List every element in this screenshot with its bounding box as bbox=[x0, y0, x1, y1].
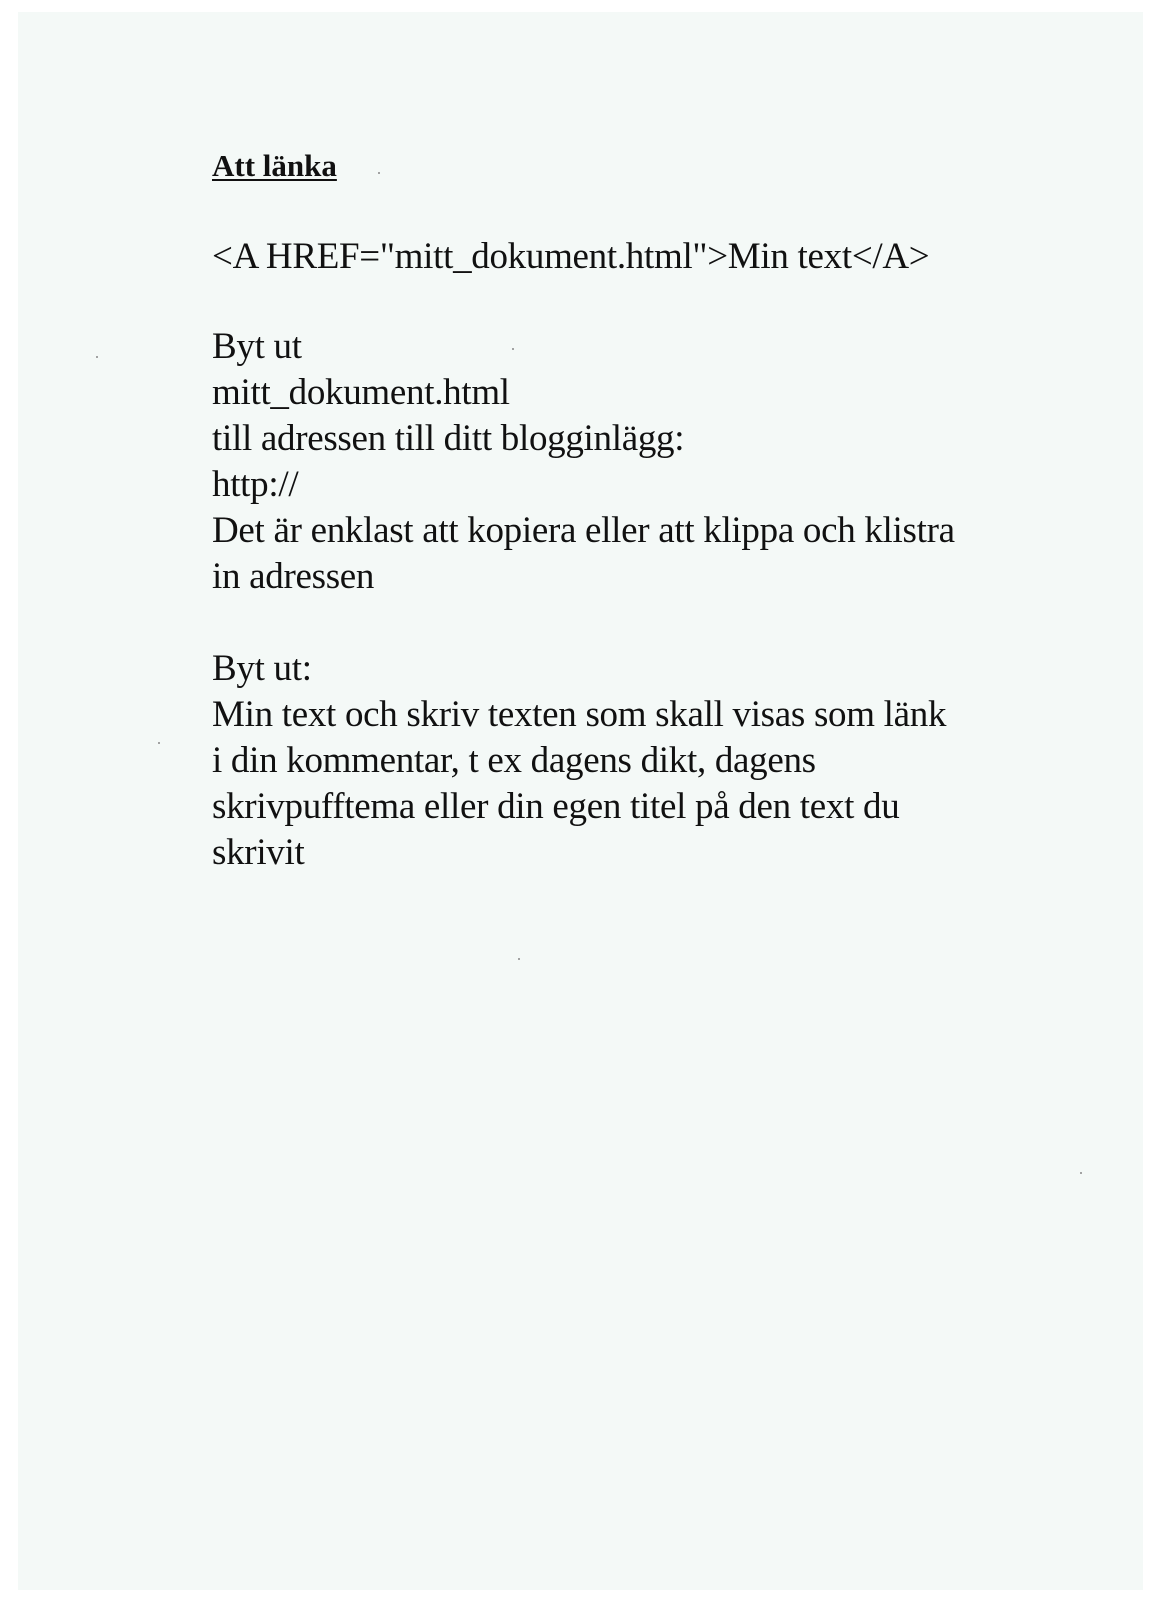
document-body bbox=[212, 146, 1092, 876]
instruction-line: Byt ut: bbox=[212, 648, 312, 689]
scan-edge-bottom bbox=[0, 1590, 1163, 1600]
instruction-line: Min text och skriv texten som skall visas som länk bbox=[212, 694, 947, 735]
instruction-line: Det är enklast att kopiera eller att klippa och klistra bbox=[212, 510, 955, 551]
scan-speck bbox=[518, 958, 520, 960]
instruction-line: mitt_dokument.html bbox=[212, 372, 510, 413]
instruction-line: http:// bbox=[212, 464, 299, 505]
instruction-line: skrivpufftema eller din egen titel på den text du bbox=[212, 786, 900, 827]
instruction-line: Byt ut bbox=[212, 326, 302, 367]
code-example: <A HREF="mitt_dokument.html">Min text</A> bbox=[212, 236, 930, 277]
instruction-line: skrivit bbox=[212, 832, 305, 873]
instruction-block-2 bbox=[212, 646, 1092, 876]
scan-speck bbox=[96, 356, 98, 358]
scan-edge-left bbox=[0, 0, 18, 1600]
instruction-line: in adressen bbox=[212, 556, 375, 597]
scan-speck bbox=[158, 742, 160, 744]
instruction-block-1 bbox=[212, 324, 1092, 600]
scan-edge-top bbox=[0, 0, 1163, 12]
instruction-line: i din kommentar, t ex dagens dikt, dagens bbox=[212, 740, 816, 781]
scan-speck bbox=[1080, 1172, 1082, 1174]
scan-edge-right bbox=[1143, 0, 1163, 1600]
document-title: Att länka bbox=[212, 148, 337, 183]
instruction-line: till adressen till ditt blogginlägg: bbox=[212, 418, 685, 459]
